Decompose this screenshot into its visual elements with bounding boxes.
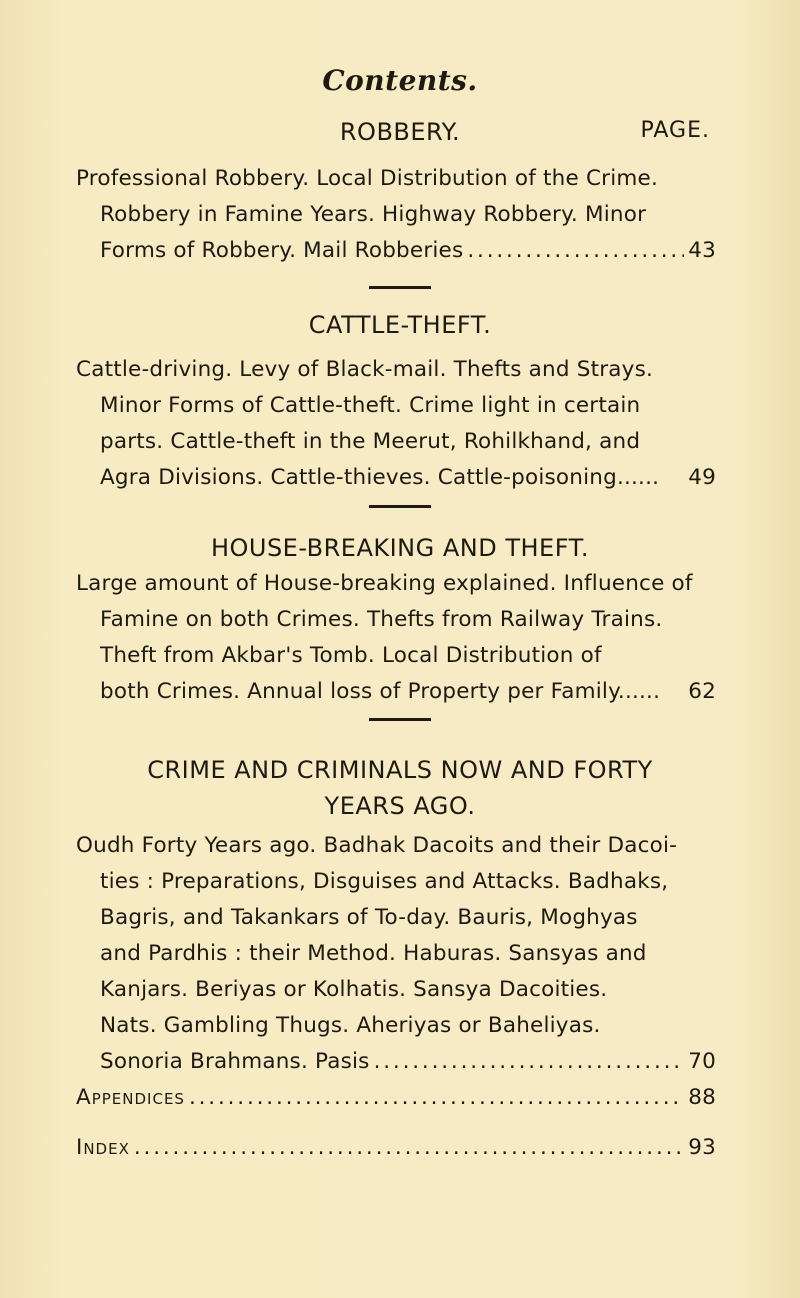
page-number: 88 — [688, 1085, 716, 1110]
entry-line: Professional Robbery. Local Distribution of the Crime. — [76, 166, 658, 191]
entry-line: parts. Cattle-theft in the Meerut, Rohilkhand, and — [100, 429, 641, 454]
entry-last-line: both Crimes. Annual loss of Property per Family...... 62 — [100, 674, 716, 710]
entry-line: Robbery in Famine Years. Highway Robbery. Minor — [100, 202, 647, 227]
index-label: Index — [76, 1135, 130, 1160]
contents-entry-cattle-theft — [76, 352, 716, 496]
section-heading-crime-and-criminals: CRIME AND CRIMINALS NOW AND FORTY YEARS AGO. — [147, 756, 653, 820]
section-heading-cattle-theft: CATTLE-THEFT. — [308, 311, 492, 339]
page-number: 43 — [688, 238, 716, 263]
entry-line: and Pardhis : their Method. Haburas. Sansyas and — [100, 941, 647, 966]
dot-leader — [467, 233, 684, 269]
contents-entry-crime-and-criminals — [76, 828, 716, 1080]
entry-last-line: Agra Divisions. Cattle-thieves. Cattle-poisoning...... 49 — [100, 460, 716, 496]
contents-entry-robbery — [76, 161, 716, 269]
page-number: 93 — [688, 1135, 716, 1160]
entry-last-line: Forms of Robbery. Mail Robberies . . . 43 — [100, 233, 716, 269]
page-column-label: PAGE. — [640, 118, 710, 143]
page-number: 62 — [688, 679, 716, 704]
entry-line: Bagris, and Takankars of To-day. Bauris, Moghyas — [100, 905, 638, 930]
contents-entry-appendices — [76, 1080, 716, 1116]
entry-last-line: Sonoria Brahmans. Pasis . . . 70 — [100, 1044, 716, 1080]
dot-leader — [189, 1080, 684, 1116]
contents-entry-house-breaking — [76, 566, 716, 710]
entry-line: ties : Preparations, Disguises and Attacks. Badhaks, — [100, 869, 669, 894]
entry-line: Famine on both Crimes. Thefts from Railway Trains. — [100, 607, 663, 632]
section-divider — [369, 718, 431, 721]
entry-line: Kanjars. Beriyas or Kolhatis. Sansya Dacoities. — [100, 977, 608, 1002]
contents-entry-index — [76, 1130, 716, 1166]
dot-leader — [134, 1130, 684, 1166]
section-heading-robbery: ROBBERY. — [339, 118, 461, 146]
section-heading-house-breaking: HOUSE-BREAKING AND THEFT. — [210, 534, 590, 562]
page-title: Contents. — [322, 64, 478, 97]
page-number: 49 — [688, 465, 716, 490]
appendices-label: Appendices — [76, 1085, 185, 1110]
dot-leader — [374, 1044, 684, 1080]
entry-line: Large amount of House-breaking explained. Influence of — [76, 571, 693, 596]
entry-line: Theft from Akbar's Tomb. Local Distribution of — [100, 643, 602, 668]
entry-line: Cattle-driving. Levy of Black-mail. Thefts and Strays. — [76, 357, 654, 382]
section-divider — [369, 505, 431, 508]
section-divider — [369, 286, 431, 289]
entry-line: Minor Forms of Cattle-theft. Crime light in certain — [100, 393, 641, 418]
entry-line: Nats. Gambling Thugs. Aheriyas or Baheliyas. — [100, 1013, 601, 1038]
page-number: 70 — [688, 1049, 716, 1074]
entry-line: Oudh Forty Years ago. Badhak Dacoits and their Dacoi- — [76, 833, 678, 858]
